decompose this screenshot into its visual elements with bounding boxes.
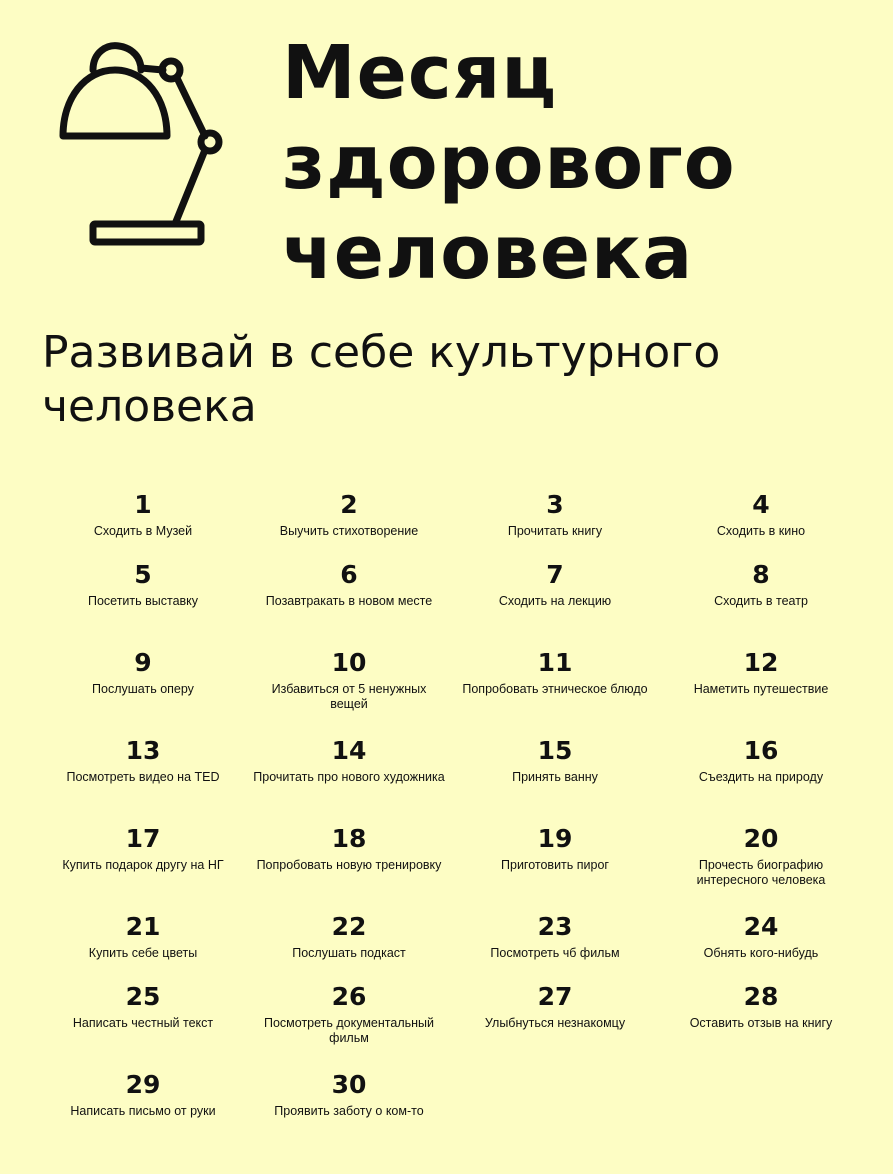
day-task: Съездить на природу [698,770,824,784]
day-number: 17 [125,824,161,853]
day-number: 27 [537,982,573,1011]
challenge-grid [40,490,866,1150]
day-number: 25 [125,982,161,1011]
day-cell [246,648,452,736]
day-cell [452,560,658,648]
day-number: 10 [331,648,367,677]
day-task: Обнять кого-нибудь [703,946,819,960]
day-number: 23 [537,912,573,941]
day-number: 15 [537,736,573,765]
day-number: 2 [340,490,358,519]
day-number: 24 [743,912,779,941]
day-task: Принять ванну [512,770,598,784]
day-task: Попробовать этническое блюдо [462,682,648,696]
day-task: Сходить в Музей [93,524,193,538]
day-cell [40,490,246,560]
day-number: 11 [537,648,573,677]
day-cell [40,982,246,1070]
day-number: 6 [340,560,358,589]
day-cell [658,982,864,1070]
day-task: Попробовать новую тренировку [256,858,442,872]
day-cell [246,1070,452,1150]
day-number: 21 [125,912,161,941]
day-number: 8 [752,560,770,589]
day-task: Купить себе цветы [88,946,198,960]
title-line-2: здорового [282,120,736,206]
day-cell [452,490,658,560]
title-line-1: Месяц [282,30,558,116]
day-task: Сходить в театр [714,594,808,608]
day-task: Улыбнуться незнакомцу [484,1016,626,1030]
day-number: 18 [331,824,367,853]
day-number: 13 [125,736,161,765]
day-cell [40,648,246,736]
day-task: Наметить путешествие [693,682,829,696]
day-number: 19 [537,824,573,853]
title-line-3: человека [282,210,694,296]
day-cell [40,560,246,648]
day-task: Посмотреть видео на TED [66,770,220,784]
day-number: 29 [125,1070,161,1099]
day-task: Прочесть биографию интересного человека [696,858,826,887]
day-task: Написать честный текст [72,1016,214,1030]
day-task: Приготовить пирог [501,858,609,872]
day-task: Прочитать про нового художника [253,770,445,784]
day-number: 3 [546,490,564,519]
day-task: Сходить в кино [716,524,806,538]
day-task: Посмотреть документальный фильм [263,1016,434,1045]
day-cell [658,648,864,736]
day-number: 9 [134,648,152,677]
day-number: 12 [743,648,779,677]
day-task: Послушать подкаст [292,946,406,960]
day-task: Избавиться от 5 ненужных вещей [271,682,427,711]
day-cell [658,912,864,982]
day-task: Написать письмо от руки [70,1104,216,1118]
day-number: 28 [743,982,779,1011]
day-cell [40,1070,246,1150]
day-number: 16 [743,736,779,765]
day-cell [452,736,658,824]
day-number: 7 [546,560,564,589]
day-number: 22 [331,912,367,941]
day-cell [246,736,452,824]
desk-lamp-icon [55,38,230,248]
day-number: 1 [134,490,152,519]
day-cell [246,490,452,560]
day-cell [40,912,246,982]
day-task: Оставить отзыв на книгу [689,1016,833,1030]
day-cell [452,648,658,736]
day-task: Посетить выставку [87,594,199,608]
day-number: 26 [331,982,367,1011]
day-task: Проявить заботу о ком-то [274,1104,424,1118]
day-cell [658,824,864,912]
day-cell [40,824,246,912]
day-number: 5 [134,560,152,589]
day-number: 4 [752,490,770,519]
day-task: Посмотреть чб фильм [490,946,620,960]
day-task: Выучить стихотворение [279,524,419,538]
day-cell [246,912,452,982]
day-cell [246,982,452,1070]
day-cell [658,490,864,560]
subtitle: Развивай в себе культурного человека [42,327,721,432]
day-task: Купить подарок другу на НГ [62,858,224,872]
day-task: Прочитать книгу [507,524,603,538]
day-task: Сходить на лекцию [498,594,612,608]
day-cell [452,824,658,912]
day-task: Позавтракать в новом месте [265,594,433,608]
day-number: 30 [331,1070,367,1099]
day-number: 20 [743,824,779,853]
day-cell [246,824,452,912]
day-cell [658,560,864,648]
page-title [282,28,736,298]
day-task: Послушать оперу [92,682,194,696]
day-cell [40,736,246,824]
day-cell [452,912,658,982]
day-cell [246,560,452,648]
day-cell [658,736,864,824]
day-cell [452,982,658,1070]
day-number: 14 [331,736,367,765]
